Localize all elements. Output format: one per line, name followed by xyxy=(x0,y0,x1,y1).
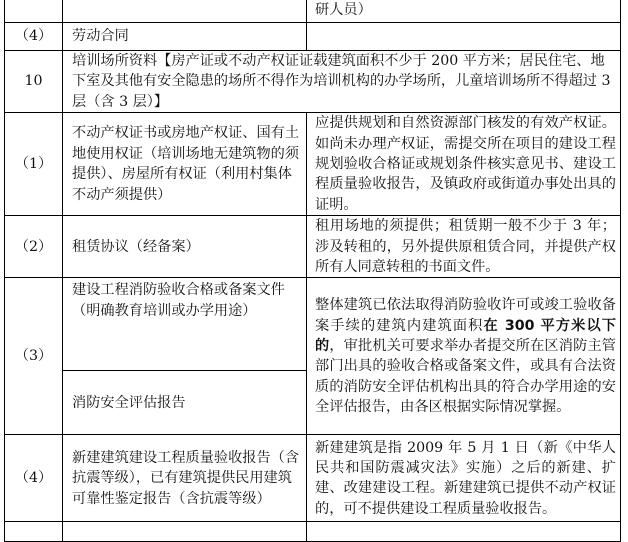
table-row-section-10 xyxy=(5,51,621,113)
table-row xyxy=(5,278,621,371)
note-bold-text: 在 300 平方米以下的 xyxy=(315,317,616,355)
row-note xyxy=(307,278,621,435)
row-item: 新建建筑建设工程质量验收报告（含抗震等级），已有建筑提供民用建筑可靠性鉴定报告（含抗震等级） xyxy=(63,435,307,522)
row-index: （4） xyxy=(5,23,63,51)
row-item: 不动产权证书或房地产权证、国有土地使用权证（培训场地无建筑物的须提供）、房屋所有权证（利用村集体不动产须提供） xyxy=(63,113,307,216)
row-index xyxy=(5,0,63,23)
row-note: 新建建筑是指 2009 年 5 月 1 日（新《中华人民共和国防震减灾法》实施）之后的新建、扩建、改建建设工程。新建建筑已提供不动产权证的，可不提供建设工程质量验收报告。 xyxy=(307,435,621,522)
table-row xyxy=(5,216,621,278)
row-item: 租赁协议（经备案） xyxy=(63,216,307,278)
note-text: ，审批机关可要求举办者提交所在区消防主管部门出具的验收合格或备案文件，或具有合法资质的消防安全评估机构出具的符合办学用途的安全评估报告，由各区根据实际情况掌握。 xyxy=(315,338,616,416)
row-index: （1） xyxy=(5,113,63,216)
requirements-table-wrapper xyxy=(4,0,620,542)
table-row xyxy=(5,23,621,51)
row-item xyxy=(63,522,307,542)
table-row xyxy=(5,435,621,522)
requirements-table xyxy=(4,0,621,542)
section-heading: 培训场所资料【房产证或不动产权证证载建筑面积不少于 200 平方米；居民住宅、地下室及其他有安全隐患的场所不得作为培训机构的办学场所，儿童培训场所不得超过 3 层（含 3 层）】 xyxy=(63,51,621,113)
row-index: （2） xyxy=(5,216,63,278)
row-note: 研人员） xyxy=(307,0,621,23)
table-row xyxy=(5,0,621,23)
row-note: 应提供规划和自然资源部门核发的有效产权证。如尚未办理产权证，需提交所在项目的建设工程规划验收合格证或规划条件核实意见书、建设工程质量验收报告，及镇政府或街道办事处出具的证明。 xyxy=(307,113,621,216)
table-row xyxy=(5,113,621,216)
row-index: （3） xyxy=(5,278,63,435)
row-item: 建设工程消防验收合格或备案文件（明确教育培训或办学用途） xyxy=(63,278,307,371)
row-note xyxy=(307,23,621,51)
row-index: 10 xyxy=(5,51,63,113)
row-index xyxy=(5,522,63,542)
row-item: 劳动合同 xyxy=(63,23,307,51)
row-index: （4） xyxy=(5,435,63,522)
row-note xyxy=(307,522,621,542)
table-row xyxy=(5,522,621,542)
row-note: 租用场地的须提供；租赁期一般不少于 3 年；涉及转租的，另外提供原租赁合同，并提供产权所有人同意转租的书面文件。 xyxy=(307,216,621,278)
note-text: 整体建筑已依法取得消防验收许可或竣工验收备案手续的建筑内建筑面积 xyxy=(315,297,616,334)
row-item xyxy=(63,0,307,23)
row-item: 消防安全评估报告 xyxy=(63,371,307,435)
